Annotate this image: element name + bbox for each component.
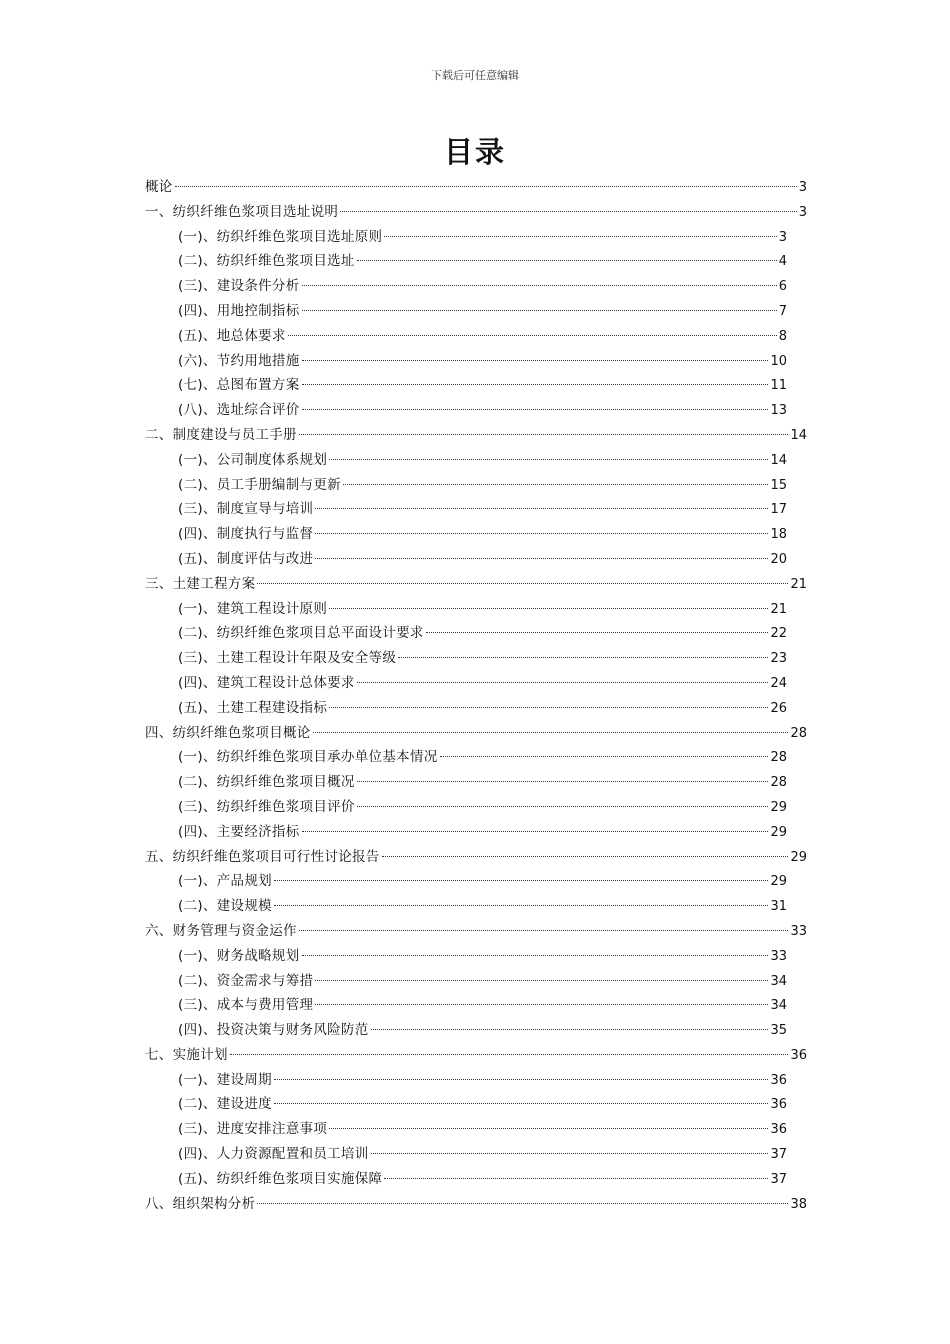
toc-entry-label: (二)、纺织纤维色浆项目选址 — [178, 253, 355, 270]
toc-entry-page: 36 — [790, 1047, 807, 1063]
toc-entry-page: 7 — [778, 303, 787, 319]
toc-entry-page: 10 — [770, 353, 787, 369]
toc-entry-label: (三)、土建工程设计年限及安全等级 — [178, 650, 397, 667]
toc-entry-label: (一)、纺织纤维色浆项目选址原则 — [178, 228, 383, 245]
toc-entry-page: 3 — [798, 204, 807, 220]
toc-entry-label: 三、土建工程方案 — [145, 575, 256, 592]
table-of-contents — [145, 175, 807, 1216]
toc-dot-leader — [313, 732, 789, 733]
toc-dot-leader — [302, 955, 769, 956]
toc-entry-page: 24 — [770, 675, 787, 691]
toc-entry-label: (五)、制度评估与改进 — [178, 550, 314, 567]
toc-dot-leader — [329, 459, 768, 460]
toc-entry-label: (四)、用地控制指标 — [178, 302, 300, 319]
toc-entry-label: (二)、纺织纤维色浆项目总平面设计要求 — [178, 625, 424, 642]
toc-entry[interactable] — [145, 845, 807, 870]
toc-entry-page: 38 — [790, 1196, 807, 1212]
toc-dot-leader — [315, 980, 768, 981]
toc-dot-leader — [384, 236, 776, 237]
toc-entry-page: 35 — [770, 1023, 787, 1039]
toc-entry-page: 14 — [770, 452, 787, 468]
toc-entry-label: (三)、制度宣导与培训 — [178, 501, 314, 518]
toc-entry-label: (一)、建设周期 — [178, 1071, 272, 1088]
toc-dot-leader — [357, 682, 769, 683]
toc-entry-page: 14 — [790, 427, 807, 443]
toc-dot-leader — [371, 1153, 769, 1154]
toc-entry-label: (三)、纺织纤维色浆项目评价 — [178, 798, 355, 815]
toc-entry-label: (五)、纺织纤维色浆项目实施保障 — [178, 1170, 383, 1187]
toc-dot-leader — [274, 905, 769, 906]
toc-entry[interactable] — [145, 721, 807, 746]
toc-entry[interactable] — [145, 349, 807, 374]
toc-dot-leader — [329, 1128, 768, 1129]
toc-entry-page: 17 — [770, 502, 787, 518]
toc-entry[interactable] — [145, 671, 807, 696]
toc-dot-leader — [302, 384, 769, 385]
toc-dot-leader — [288, 335, 777, 336]
toc-entry[interactable] — [145, 1043, 807, 1068]
toc-entry-page: 4 — [778, 254, 787, 270]
toc-entry-page: 31 — [770, 899, 787, 915]
toc-dot-leader — [329, 707, 768, 708]
toc-entry-label: (四)、制度执行与监督 — [178, 526, 314, 543]
toc-entry[interactable] — [145, 299, 807, 324]
toc-entry-page: 20 — [770, 551, 787, 567]
toc-entry-page: 34 — [770, 998, 787, 1014]
toc-entry-page: 29 — [770, 824, 787, 840]
toc-dot-leader — [315, 1004, 768, 1005]
toc-entry[interactable] — [145, 770, 807, 795]
toc-entry[interactable] — [145, 423, 807, 448]
toc-entry-label: (一)、纺织纤维色浆项目承办单位基本情况 — [178, 749, 438, 766]
toc-entry-page: 3 — [798, 180, 807, 195]
toc-entry[interactable] — [145, 869, 807, 894]
toc-dot-leader — [302, 831, 769, 832]
toc-entry[interactable] — [145, 547, 807, 572]
toc-entry[interactable] — [145, 1167, 807, 1192]
toc-entry-label: 五、纺织纤维色浆项目可行性讨论报告 — [145, 848, 380, 865]
toc-entry[interactable] — [145, 175, 807, 200]
toc-dot-leader — [329, 608, 768, 609]
toc-entry[interactable] — [145, 572, 807, 597]
toc-entry[interactable] — [145, 249, 807, 274]
toc-dot-leader — [382, 856, 789, 857]
toc-dot-leader — [384, 1178, 768, 1179]
toc-dot-leader — [340, 211, 797, 212]
toc-entry-label: 一、纺织纤维色浆项目选址说明 — [145, 203, 339, 220]
toc-entry-page: 3 — [778, 229, 787, 245]
toc-entry[interactable] — [145, 324, 807, 349]
toc-entry-label: (三)、进度安排注意事项 — [178, 1121, 328, 1138]
toc-entry[interactable] — [145, 894, 807, 919]
toc-dot-leader — [315, 558, 768, 559]
toc-entry[interactable] — [145, 745, 807, 770]
toc-entry-page: 36 — [770, 1072, 787, 1088]
toc-entry[interactable] — [145, 1018, 807, 1043]
toc-entry-label: (二)、纺织纤维色浆项目概况 — [178, 774, 355, 791]
toc-entry[interactable] — [145, 225, 807, 250]
toc-entry[interactable] — [145, 522, 807, 547]
toc-entry-page: 28 — [770, 775, 787, 791]
toc-entry-label: (二)、员工手册编制与更新 — [178, 476, 341, 493]
toc-entry-page: 28 — [790, 725, 807, 741]
toc-entry-label: (一)、公司制度体系规划 — [178, 451, 328, 468]
toc-entry-label: (二)、建设进度 — [178, 1096, 272, 1113]
toc-entry-page: 29 — [790, 849, 807, 865]
toc-dot-leader — [357, 260, 777, 261]
toc-entry-label: (一)、建筑工程设计原则 — [178, 600, 328, 617]
toc-title: 目录 — [443, 135, 506, 169]
page-header: 下载后可任意编辑 — [431, 69, 519, 82]
toc-entry-page: 37 — [770, 1171, 787, 1187]
toc-entry-label: (七)、总图布置方案 — [178, 377, 300, 394]
toc-entry-page: 21 — [770, 601, 787, 617]
toc-entry-page: 23 — [770, 651, 787, 667]
toc-entry[interactable] — [145, 448, 807, 473]
toc-dot-leader — [398, 657, 768, 658]
toc-entry-page: 13 — [770, 403, 787, 419]
toc-entry-page: 37 — [770, 1147, 787, 1163]
toc-entry[interactable] — [145, 1142, 807, 1167]
toc-dot-leader — [302, 409, 769, 410]
toc-entry-page: 36 — [770, 1122, 787, 1138]
toc-dot-leader — [302, 285, 777, 286]
toc-dot-leader — [357, 806, 769, 807]
toc-entry-page: 21 — [790, 576, 807, 592]
toc-entry-label: (四)、主要经济指标 — [178, 823, 300, 840]
toc-entry[interactable] — [145, 200, 807, 225]
toc-dot-leader — [274, 1079, 769, 1080]
toc-entry-page: 8 — [778, 328, 787, 344]
toc-entry-label: (一)、产品规划 — [178, 873, 272, 890]
toc-entry-page: 29 — [770, 799, 787, 815]
toc-entry[interactable] — [145, 597, 807, 622]
toc-entry-page: 6 — [778, 279, 787, 295]
toc-dot-leader — [175, 186, 797, 187]
toc-dot-leader — [302, 310, 777, 311]
toc-entry[interactable] — [145, 274, 807, 299]
toc-entry-label: (二)、建设规模 — [178, 898, 272, 915]
toc-entry[interactable] — [145, 1092, 807, 1117]
toc-entry[interactable] — [145, 646, 807, 671]
toc-entry-label: (五)、地总体要求 — [178, 327, 286, 344]
toc-entry-page: 18 — [770, 527, 787, 543]
toc-dot-leader — [315, 533, 768, 534]
toc-entry[interactable] — [145, 919, 807, 944]
toc-entry-label: 六、财务管理与资金运作 — [145, 922, 297, 939]
toc-dot-leader — [371, 1029, 769, 1030]
toc-dot-leader — [426, 632, 769, 633]
toc-entry[interactable] — [145, 944, 807, 969]
toc-entry-page: 26 — [770, 700, 787, 716]
toc-entry[interactable] — [145, 969, 807, 994]
toc-entry-label: (八)、选址综合评价 — [178, 402, 300, 419]
toc-entry[interactable] — [145, 1068, 807, 1093]
toc-entry-label: (一)、财务战略规划 — [178, 947, 300, 964]
toc-entry-label: (六)、节约用地措施 — [178, 352, 300, 369]
toc-entry[interactable] — [145, 1192, 807, 1217]
toc-entry-page: 28 — [770, 750, 787, 766]
toc-entry[interactable] — [145, 473, 807, 498]
toc-entry[interactable] — [145, 1117, 807, 1142]
toc-entry-page: 34 — [770, 973, 787, 989]
toc-entry[interactable] — [145, 373, 807, 398]
toc-entry-label: 八、组织架构分析 — [145, 1195, 256, 1212]
toc-dot-leader — [299, 930, 789, 931]
toc-dot-leader — [274, 1103, 769, 1104]
toc-entry-label: 四、纺织纤维色浆项目概论 — [145, 724, 311, 741]
toc-dot-leader — [274, 880, 769, 881]
toc-entry-page: 22 — [770, 626, 787, 642]
toc-entry-label: (四)、人力资源配置和员工培训 — [178, 1146, 369, 1163]
toc-entry-page: 33 — [770, 948, 787, 964]
toc-entry-label: (五)、土建工程建设指标 — [178, 699, 328, 716]
toc-entry[interactable] — [145, 795, 807, 820]
toc-entry-page: 33 — [790, 923, 807, 939]
toc-entry-label: 二、制度建设与员工手册 — [145, 426, 297, 443]
toc-dot-leader — [299, 434, 789, 435]
toc-dot-leader — [302, 360, 769, 361]
toc-entry-label: (四)、投资决策与财务风险防范 — [178, 1022, 369, 1039]
toc-entry[interactable] — [145, 398, 807, 423]
toc-entry-label: 七、实施计划 — [145, 1046, 228, 1063]
toc-dot-leader — [257, 583, 788, 584]
toc-entry[interactable] — [145, 993, 807, 1018]
toc-dot-leader — [343, 484, 769, 485]
toc-entry-label: (四)、建筑工程设计总体要求 — [178, 674, 355, 691]
toc-entry-page: 36 — [770, 1097, 787, 1113]
toc-entry[interactable] — [145, 696, 807, 721]
toc-dot-leader — [315, 508, 768, 509]
toc-entry-label: 概论 — [145, 179, 173, 195]
toc-dot-leader — [440, 756, 769, 757]
toc-entry[interactable] — [145, 621, 807, 646]
toc-entry-label: (三)、建设条件分析 — [178, 278, 300, 295]
toc-entry-label: (三)、成本与费用管理 — [178, 997, 314, 1014]
toc-dot-leader — [257, 1203, 788, 1204]
toc-entry-page: 29 — [770, 874, 787, 890]
toc-dot-leader — [230, 1054, 789, 1055]
toc-entry[interactable] — [145, 820, 807, 845]
toc-dot-leader — [357, 781, 769, 782]
toc-entry-page: 11 — [770, 378, 787, 394]
toc-entry-label: (二)、资金需求与筹措 — [178, 972, 314, 989]
toc-entry[interactable] — [145, 497, 807, 522]
toc-entry-page: 15 — [770, 477, 787, 493]
